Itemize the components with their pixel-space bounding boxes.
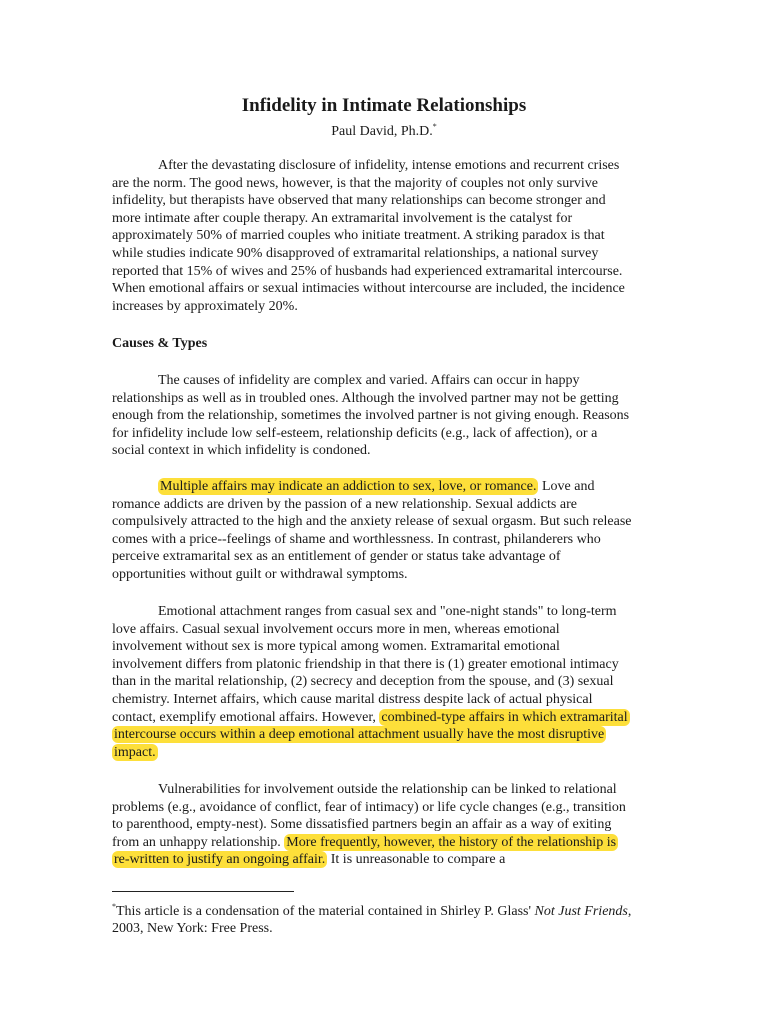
article-title: Infidelity in Intimate Relationships: [241, 95, 527, 116]
paragraph-emotional-attachment: [112, 603, 632, 761]
paragraph-text: Vulnerabilities for involvement outside the relationship can be linked to relational problems (e.g., avoidance of conflict, fear of intimacy) or life cycle changes (e.g., transition to parenthood, empty-nest). Some dissatisfied partners begin an affair as a way of exiting from an unhappy relationship.: [112, 782, 626, 850]
paragraph-vulnerabilities-text: [112, 781, 632, 869]
footnote-divider: [112, 891, 294, 892]
paragraph-text: It is unreasonable to compare a: [327, 852, 506, 868]
section-heading: Causes & Types: [112, 336, 208, 351]
paragraph-text: Love and romance addicts are driven by the passion of a new relationship. Sexual addicts are compulsively attracted to the high and the anxiety release of sexual orgasm. But such release comes with a price--feelings of shame and worthlessness. In contrast, philanderers who perceive extramarital sex as an entitlement of gender or status take advantage of opportunities without guilt or withdrawal symptoms.: [112, 479, 632, 582]
author-footnote-mark: *: [432, 122, 437, 131]
footnote-publication: , 2003, New York: Free Press.: [112, 904, 632, 936]
paragraph-text: Emotional attachment ranges from casual sex and "one-night stands" to long-term love affairs. Casual sexual involvement occurs more in men, whereas emotional involvement without sex is more typical among women. Extramarital emotional involvement differs from platonic friendship in that there is (1) greater emotional intimacy than in the marital relationship, (2) secrecy and deception from the spouse, and (3) sexual chemistry. Internet affairs, which cause marital distress despite lack of actual physical contact, exemplify emotional affairs. However,: [112, 604, 619, 725]
author-line: [0, 122, 768, 140]
paragraph-emotional-attachment-text: [112, 603, 632, 761]
author-name: Paul David, Ph.D.: [331, 124, 433, 139]
footnote-mark: *: [112, 902, 116, 911]
highlighted-text: combined-type affairs in which extramarital intercourse occurs within a deep emotional attachment usually have the most disruptive impact.: [114, 709, 628, 760]
paragraph-addiction: [112, 478, 632, 584]
paragraph-causes: [112, 372, 632, 460]
paragraph-vulnerabilities: [112, 781, 632, 869]
footnote: [112, 898, 632, 937]
paragraph-addiction-text: [112, 478, 632, 584]
paragraph-intro: [112, 157, 632, 315]
paragraph-causes-text: The causes of infidelity are complex and varied. Affairs can occur in happy relationships as well as in troubled ones. Although the involved partner may not be getting enough from the relationship, sometimes the involved partner is not giving enough. Reasons for infidelity include low self-esteem, relationship deficits (e.g., lack of affection), or a social context in which infidelity is condoned.: [112, 373, 630, 459]
footnote-text: This article is a condensation of the material contained in Shirley P. Glass': [116, 904, 535, 919]
paragraph-intro-text: After the devastating disclosure of infidelity, intense emotions and recurrent crises are the norm. The good news, however, is that the majority of couples not only survive infidelity, but therapists have observed that many relationships can become stronger and more intimate after couple therapy. An extramarital involvement is the catalyst for approximately 50% of married couples who initiate treatment. A striking paradox is that while studies indicate 90% disapproved of extramarital relationships, a national survey reported that 15% of wives and 25% of husbands had experienced extramarital intercourse. When emotional affairs or sexual intimacies without intercourse are included, the incidence increases by approximately 20%.: [112, 158, 625, 314]
highlighted-text: Multiple affairs may indicate an addiction to sex, love, or romance.: [160, 479, 537, 494]
highlighted-text: More frequently, however, the history of the relationship is re-written to justify an ongoing affair.: [114, 834, 617, 868]
footnote-book-title: Not Just Friends: [534, 904, 628, 919]
